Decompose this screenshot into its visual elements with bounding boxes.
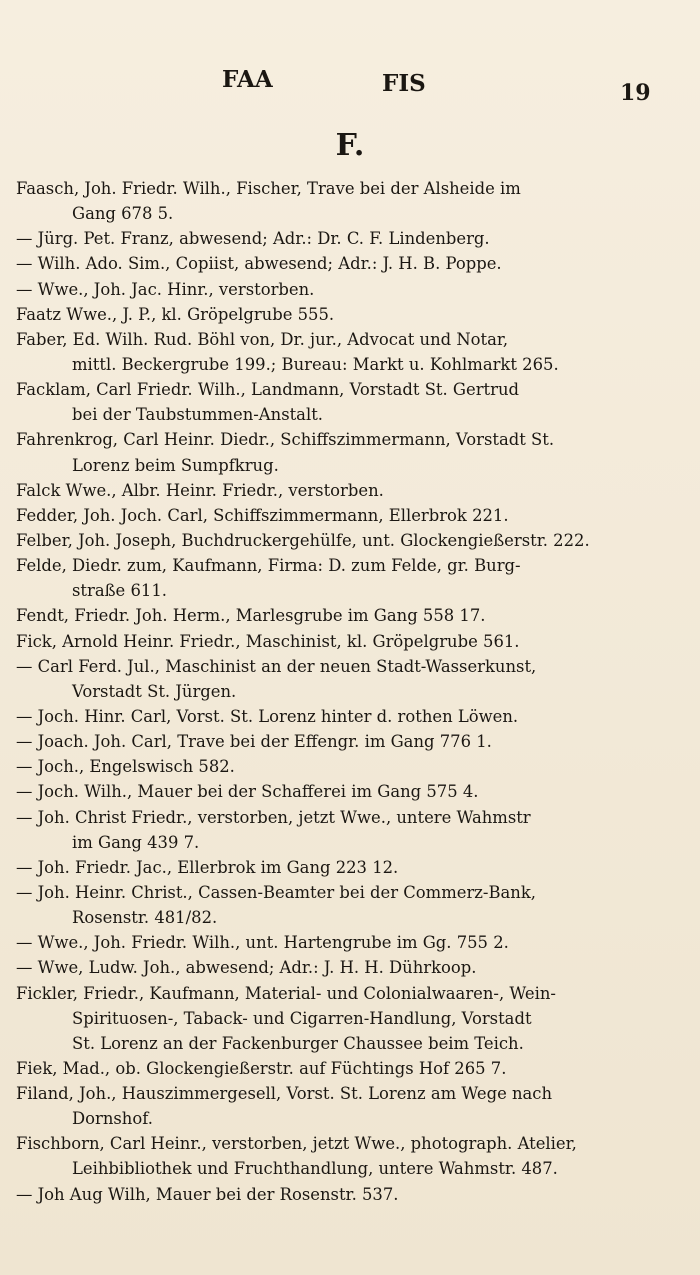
directory-entry — [16, 654, 656, 704]
entry-line: Faatz Wwe., J. P., kl. Gröpelgrube 555. — [16, 304, 335, 324]
directory-entry — [16, 981, 656, 1056]
entry-line: — Wwe., Joh. Friedr. Wilh., unt. Hartengrube im Gg. 755 2. — [16, 933, 509, 953]
directory-entry — [16, 427, 656, 477]
entry-line: Fedder, Joh. Joch. Carl, Schiffszimmermann, Ellerbrok 221. — [16, 505, 509, 525]
entry-line: — Joh. Heinr. Christ., Cassen-Beamter bei der Commerz-Bank, — [16, 882, 536, 902]
entry-line: — Jürg. Pet. Franz, abwesend; Adr.: Dr. C. F. Lindenberg. — [16, 229, 490, 249]
directory-entry — [16, 930, 656, 955]
entry-line: Falck Wwe., Albr. Heinr. Friedr., verstorben. — [16, 480, 384, 500]
entry-line: Filand, Joh., Hauszimmergesell, Vorst. St. Lorenz am Wege nach — [16, 1084, 553, 1104]
directory-entry — [16, 251, 656, 276]
entry-line: — Joh. Christ Friedr., verstorben, jetzt Wwe., untere Wahmstr — [16, 807, 531, 827]
directory-entry — [16, 779, 656, 804]
entry-line: Fickler, Friedr., Kaufmann, Material- und Colonialwaaren-, Wein- — [16, 983, 556, 1003]
entry-line: — Joch., Engelswisch 582. — [16, 757, 235, 777]
entry-line: Faber, Ed. Wilh. Rud. Böhl von, Dr. jur., Advocat und Notar, — [16, 329, 509, 349]
directory-entry — [16, 176, 656, 226]
directory-entry — [16, 1056, 656, 1081]
entry-continuation-line: St. Lorenz an der Fackenburger Chaussee beim Teich. — [72, 1033, 524, 1053]
directory-entry — [16, 478, 656, 503]
entry-continuation-line: Leihbibliothek und Fruchthandlung, untere Wahmstr. 487. — [72, 1159, 558, 1179]
header-guide-word-left: FAA — [222, 66, 273, 93]
entry-line: — Joch. Hinr. Carl, Vorst. St. Lorenz hinter d. rothen Löwen. — [16, 706, 519, 726]
directory-entry — [16, 226, 656, 251]
directory-entry — [16, 553, 656, 603]
directory-entry — [16, 302, 656, 327]
entry-continuation-line: Lorenz beim Sumpfkrug. — [72, 455, 279, 475]
entry-line: Felde, Diedr. zum, Kaufmann, Firma: D. zum Felde, gr. Burg- — [16, 556, 521, 576]
entry-line: Felber, Joh. Joseph, Buchdruckergehülfe, unt. Glockengießerstr. 222. — [16, 530, 590, 550]
page-number: 19 — [620, 80, 651, 106]
entry-line: — Joch. Wilh., Mauer bei der Schafferei im Gang 575 4. — [16, 782, 479, 802]
entry-line: Fiek, Mad., ob. Glockengießerstr. auf Füchtings Hof 265 7. — [16, 1058, 507, 1078]
entry-line: Faasch, Joh. Friedr. Wilh., Fischer, Trave bei der Alsheide im — [16, 179, 521, 198]
entry-continuation-line: Rosenstr. 481/82. — [72, 908, 218, 928]
entry-line: — Joh. Friedr. Jac., Ellerbrok im Gang 223 12. — [16, 857, 399, 877]
entry-continuation-line: Spirituosen-, Taback- und Cigarren-Handlung, Vorstadt — [72, 1008, 532, 1028]
directory-entry — [16, 603, 656, 628]
directory-entry — [16, 327, 656, 377]
entry-line: — Wwe., Joh. Jac. Hinr., verstorben. — [16, 279, 315, 299]
directory-entry — [16, 729, 656, 754]
directory-entry — [16, 503, 656, 528]
directory-entry — [16, 1182, 656, 1207]
entry-continuation-line: im Gang 439 7. — [72, 832, 200, 852]
entry-continuation-line: Dornshof. — [72, 1109, 153, 1129]
directory-entry — [16, 805, 656, 855]
directory-entry — [16, 1081, 656, 1131]
entry-line: Facklam, Carl Friedr. Wilh., Landmann, Vorstadt St. Gertrud — [16, 380, 520, 400]
directory-entries — [16, 176, 656, 1207]
directory-entry — [16, 377, 656, 427]
directory-entry — [16, 754, 656, 779]
entry-line: Fendt, Friedr. Joh. Herm., Marlesgrube im Gang 558 17. — [16, 606, 486, 626]
entry-line: — Joach. Joh. Carl, Trave bei der Effengr. im Gang 776 1. — [16, 732, 492, 752]
entry-continuation-line: bei der Taubstummen-Anstalt. — [72, 405, 323, 425]
header-guide-word-right: FIS — [382, 70, 426, 97]
entry-continuation-line: straße 611. — [72, 581, 167, 601]
entry-continuation-line: Vorstadt St. Jürgen. — [72, 681, 237, 701]
directory-entry — [16, 704, 656, 729]
running-header — [0, 66, 700, 106]
directory-entry — [16, 528, 656, 553]
entry-line: Fahrenkrog, Carl Heinr. Diedr., Schiffszimmermann, Vorstadt St. — [16, 430, 555, 450]
directory-entry — [16, 880, 656, 930]
entry-line: — Joh Aug Wilh, Mauer bei der Rosenstr. 537. — [16, 1184, 399, 1204]
entry-line: Fischborn, Carl Heinr., verstorben, jetzt Wwe., photograph. Atelier, — [16, 1134, 577, 1154]
directory-entry — [16, 629, 656, 654]
entry-line: — Wwe, Ludw. Joh., abwesend; Adr.: J. H. H. Dührkoop. — [16, 958, 477, 978]
directory-entry — [16, 855, 656, 880]
section-letter: F. — [335, 128, 365, 163]
entry-continuation-line: Gang 678 5. — [72, 204, 174, 224]
entry-line: — Carl Ferd. Jul., Maschinist an der neuen Stadt-Wasserkunst, — [16, 656, 537, 676]
directory-entry — [16, 1131, 656, 1181]
entry-line: Fick, Arnold Heinr. Friedr., Maschinist, kl. Gröpelgrube 561. — [16, 631, 520, 651]
directory-entry — [16, 277, 656, 302]
entry-continuation-line: mittl. Beckergrube 199.; Bureau: Markt u. Kohlmarkt 265. — [72, 354, 559, 374]
entry-line: — Wilh. Ado. Sim., Copiist, abwesend; Adr.: J. H. B. Poppe. — [16, 254, 502, 274]
directory-entry — [16, 955, 656, 980]
